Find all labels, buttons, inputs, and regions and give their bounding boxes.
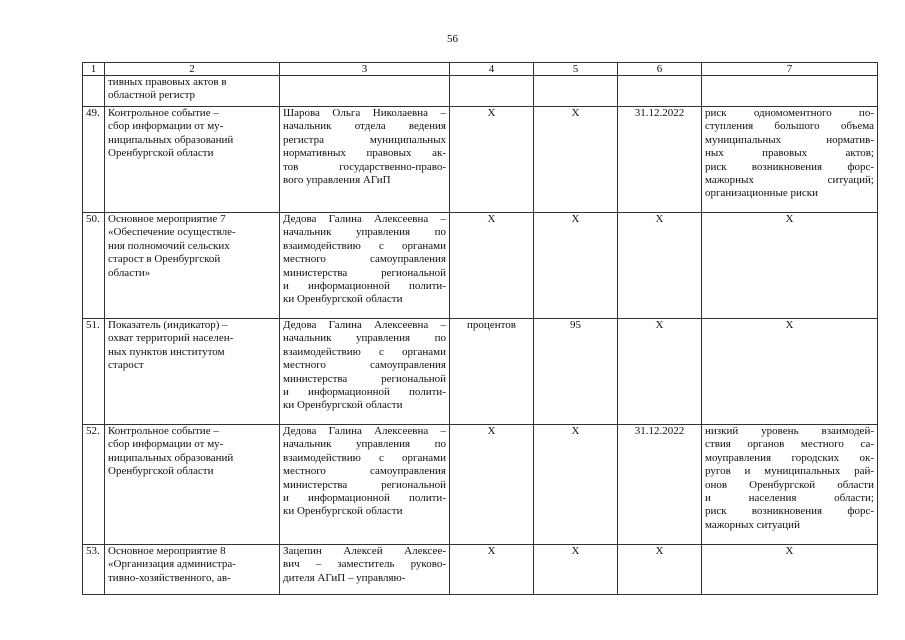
risk-line: ругов и муниципальных рай- [705, 465, 874, 478]
risk-line: ствия органов местного са- [705, 438, 874, 451]
row-number-cell [83, 76, 105, 107]
unit-cell: Х [450, 425, 534, 545]
deadline-cell: Х [618, 319, 702, 425]
event-name-cell [105, 213, 280, 319]
event-name-line: области» [108, 266, 151, 279]
event-name-line: сбор информации от му- [108, 120, 224, 133]
risks-cell [702, 213, 878, 319]
risks-cell [702, 425, 878, 545]
page-number: 56 [447, 33, 458, 45]
row-number-cell: 49. [83, 107, 105, 213]
responsible-line: министерства региональной [283, 372, 446, 385]
responsible-line: Дедова Галина Алексеевна – [283, 213, 446, 225]
responsible-line: и информационной полити- [283, 280, 446, 293]
unit-cell: Х [450, 107, 534, 213]
unit-cell: Х [450, 545, 534, 595]
responsible-line: вич – заместитель руково- [283, 558, 446, 571]
responsible-line: начальник отдела ведения [283, 120, 446, 133]
event-name-line: Основное мероприятие 7 [108, 213, 226, 225]
risk-line: Х [785, 545, 794, 557]
responsible-line: ки Оренбургской области [283, 293, 403, 306]
value-cell: Х [534, 545, 618, 595]
risk-line: Х [785, 319, 794, 331]
table-header-row [83, 63, 878, 76]
responsible-cell [280, 107, 450, 213]
event-name-line: Контрольное событие – [108, 107, 219, 119]
table-row [83, 213, 878, 319]
risk-line: мажорных ситуаций; [705, 174, 874, 187]
value-cell: 95 [534, 319, 618, 425]
event-name-line: ниципальных образований [108, 451, 234, 464]
risk-line: риск возникновения форс- [705, 505, 874, 518]
event-name-line: Оренбургской области [108, 465, 214, 478]
risk-line: низкий уровень взаимодей- [705, 425, 874, 437]
header-cell: 5 [534, 63, 618, 76]
risk-line: ступления большого объема [705, 120, 874, 133]
event-name-line: ных пунктов институтом [108, 345, 225, 358]
row-number-cell: 51. [83, 319, 105, 425]
risks-cell [702, 76, 878, 107]
row-number-cell: 53. [83, 545, 105, 595]
responsible-line: взаимодействию с органами [283, 239, 446, 252]
row-number-cell: 50. [83, 213, 105, 319]
unit-cell: Х [450, 213, 534, 319]
responsible-line: министерства региональной [283, 266, 446, 279]
row-number-cell: 52. [83, 425, 105, 545]
responsible-cell [280, 545, 450, 595]
event-name-line: Показатель (индикатор) – [108, 319, 228, 331]
responsible-line: Зацепин Алексей Алексее- [283, 545, 446, 557]
responsible-line: и информационной полити- [283, 492, 446, 505]
event-name-cell [105, 107, 280, 213]
table-row [83, 319, 878, 425]
header-cell: 6 [618, 63, 702, 76]
event-name-line: сбор информации от му- [108, 438, 224, 451]
responsible-line: Дедова Галина Алексеевна – [283, 425, 446, 437]
responsible-line: нормативных правовых ак- [283, 147, 446, 160]
risk-line: онов Оренбургской области [705, 478, 874, 491]
event-name-line: старост в Оренбургской [108, 253, 221, 266]
responsible-line: взаимодействию с органами [283, 451, 446, 464]
event-name-line: ния полномочий сельских [108, 239, 230, 252]
risk-line: Х [785, 213, 794, 225]
risk-line: ных правовых актов; [705, 147, 874, 160]
risk-line: организационные риски [705, 187, 818, 200]
event-name-line: ниципальных образований [108, 133, 234, 146]
header-cell: 1 [83, 63, 105, 76]
responsible-line: ки Оренбургской области [283, 399, 403, 412]
risk-line: муниципальных норматив- [705, 133, 874, 146]
deadline-cell: 31.12.2022 [618, 107, 702, 213]
value-cell [534, 76, 618, 107]
responsible-line: министерства региональной [283, 478, 446, 491]
responsible-cell [280, 425, 450, 545]
responsible-line: ки Оренбургской области [283, 505, 403, 518]
header-cell: 3 [280, 63, 450, 76]
responsible-cell [280, 319, 450, 425]
event-name-cell [105, 319, 280, 425]
unit-cell: процентов [450, 319, 534, 425]
event-name-line: «Обеспечение осуществле- [108, 226, 236, 239]
responsible-line: и информационной полити- [283, 386, 446, 399]
table-row [83, 76, 878, 107]
table-row [83, 107, 878, 213]
deadline-cell: Х [618, 213, 702, 319]
responsible-line: местного самоуправления [283, 465, 446, 478]
event-name-line: охват территорий населен- [108, 332, 234, 345]
deadline-cell: Х [618, 545, 702, 595]
risks-cell [702, 545, 878, 595]
risk-line: риск возникновения форс- [705, 160, 874, 173]
deadline-cell: 31.12.2022 [618, 425, 702, 545]
event-name-line: тивно-хозяйственного, ав- [108, 571, 231, 584]
deadline-cell [618, 76, 702, 107]
event-name-line: «Организация администра- [108, 558, 236, 571]
event-name-line: старост [108, 359, 144, 372]
value-cell: Х [534, 425, 618, 545]
responsible-line: вого управления АГиП [283, 174, 391, 187]
responsible-line: начальник управления по [283, 226, 446, 239]
event-name-line: Контрольное событие – [108, 425, 219, 437]
table-row [83, 545, 878, 595]
risk-line: риск одномоментного по- [705, 107, 874, 119]
event-name-cell [105, 545, 280, 595]
responsible-line: начальник управления по [283, 438, 446, 451]
responsible-line: местного самоуправления [283, 359, 446, 372]
event-name-cell [105, 76, 280, 107]
responsible-line: Дедова Галина Алексеевна – [283, 319, 446, 331]
responsible-line: Шарова Ольга Николаевна – [283, 107, 446, 119]
responsible-line: регистра муниципальных [283, 133, 446, 146]
event-name-line: Оренбургской области [108, 147, 214, 160]
risk-line: и населения области; [705, 492, 874, 505]
unit-cell [450, 76, 534, 107]
header-cell: 2 [105, 63, 280, 76]
header-cell: 7 [702, 63, 878, 76]
risks-cell [702, 319, 878, 425]
event-name-line: тивных правовых актов в [108, 76, 227, 88]
value-cell: Х [534, 107, 618, 213]
table-row [83, 425, 878, 545]
event-name-line: областной регистр [108, 89, 196, 102]
responsible-cell [280, 213, 450, 319]
responsible-line: тов государственно-право- [283, 160, 446, 173]
value-cell: Х [534, 213, 618, 319]
plan-table [82, 62, 878, 595]
risk-line: моуправления городских ок- [705, 451, 874, 464]
risk-line: мажорных ситуаций [705, 518, 800, 531]
responsible-line: начальник управления по [283, 332, 446, 345]
event-name-cell [105, 425, 280, 545]
responsible-line: взаимодействию с органами [283, 345, 446, 358]
responsible-line: местного самоуправления [283, 253, 446, 266]
risks-cell [702, 107, 878, 213]
responsible-line: дителя АГиП – управляю- [283, 571, 406, 584]
header-cell: 4 [450, 63, 534, 76]
responsible-cell [280, 76, 450, 107]
event-name-line: Основное мероприятие 8 [108, 545, 226, 557]
